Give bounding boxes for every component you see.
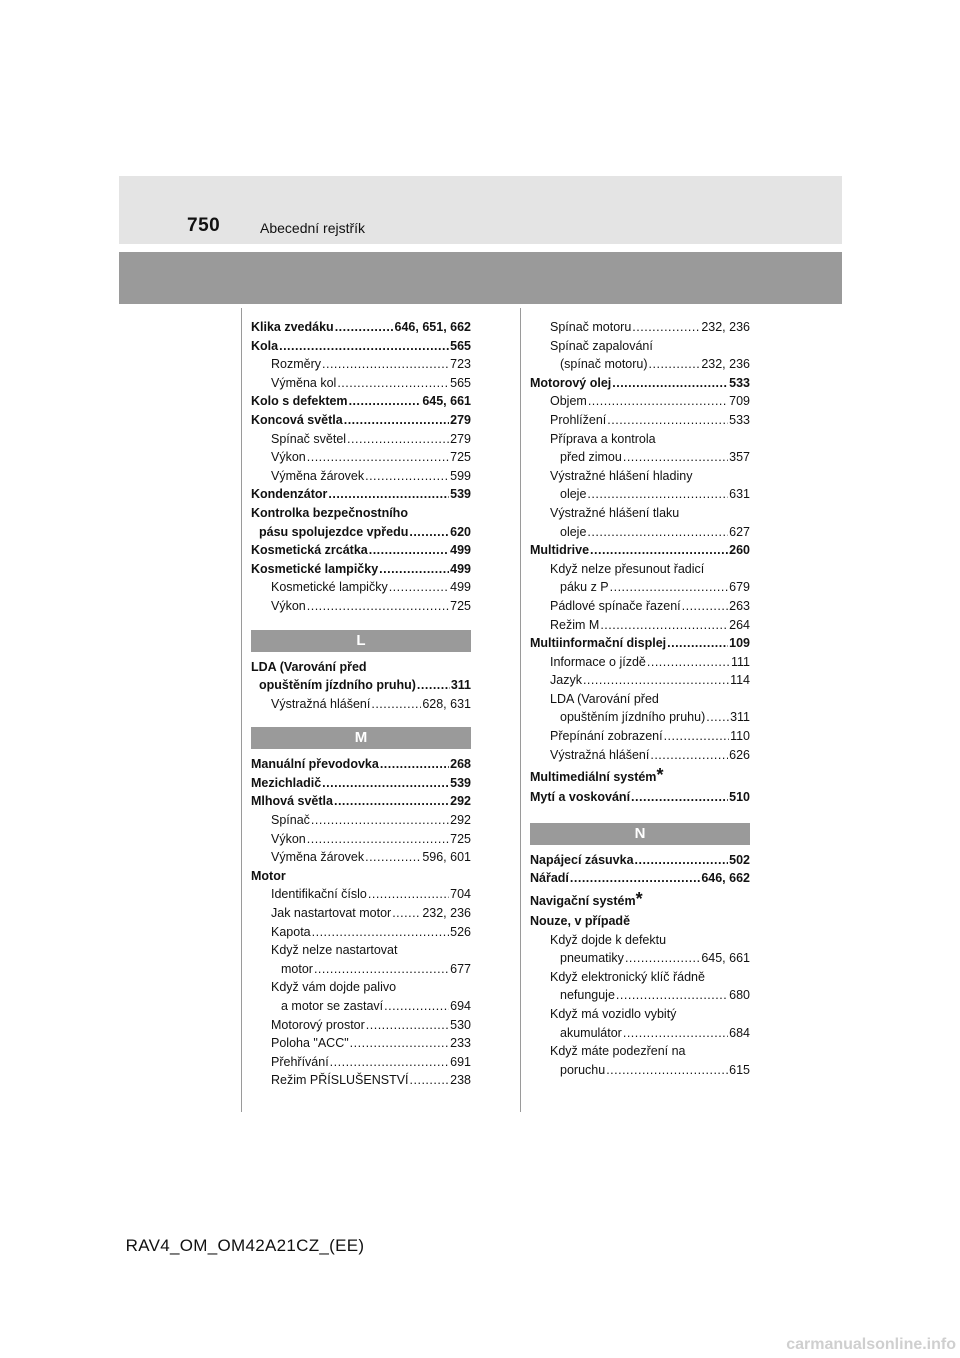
dot-leader [349, 392, 422, 411]
entry-page-numbers: 680 [729, 988, 750, 1003]
index-entry [251, 792, 471, 811]
dot-leader [610, 578, 729, 597]
dot-leader [632, 318, 700, 337]
index-entry [251, 774, 471, 793]
dot-leader [322, 355, 449, 374]
entry-page-numbers: 725 [450, 598, 471, 613]
entry-term: Výkon [271, 598, 306, 613]
entry-term: Když vám dojde palivo [271, 980, 397, 995]
entry-page-numbers: 679 [729, 580, 750, 595]
index-subentry [530, 411, 750, 430]
index-subentry [530, 1024, 750, 1043]
dot-leader [368, 885, 449, 904]
index-subentry [530, 430, 750, 449]
entry-page-numbers: 691 [450, 1054, 471, 1069]
index-subentry [251, 448, 471, 467]
entry-term: Motor [251, 868, 286, 883]
entry-term: před zimou [560, 450, 622, 465]
index-subentry [251, 904, 471, 923]
dot-leader [334, 792, 449, 811]
dot-leader [307, 830, 449, 849]
index-subentry [251, 578, 471, 597]
entry-term: Mezichladič [251, 775, 322, 790]
index-entry [251, 658, 471, 677]
index-subentry [530, 671, 750, 690]
index-subentry [251, 997, 471, 1016]
index-subentry [530, 355, 750, 374]
index-subentry [251, 374, 471, 393]
entry-term: Jak nastartovat motor [271, 906, 392, 921]
entry-term: opuštěním jízdního pruhu) [259, 678, 416, 693]
entry-term: Kosmetické lampičky [251, 561, 379, 576]
dot-leader [365, 848, 421, 867]
entry-term: Režim PŘÍSLUŠENSTVÍ [271, 1073, 409, 1088]
entry-term: Spínač světel [271, 431, 347, 446]
entry-term: poruchu [560, 1062, 606, 1077]
entry-term: Přepínání zobrazení [550, 729, 663, 744]
index-subentry [530, 467, 750, 486]
index-subentry [530, 560, 750, 579]
entry-term: LDA (Varování před [550, 691, 659, 706]
entry-term: Nouze, v případě [530, 914, 631, 929]
watermark: carmanualsonline.info [786, 1336, 956, 1353]
entry-term: Když nelze přesunout řadicí [550, 561, 705, 576]
entry-term: a motor se zastaví [281, 999, 384, 1013]
index-subentry [530, 1005, 750, 1024]
entry-term: nefunguje [560, 988, 615, 1003]
entry-page-numbers: 533 [729, 375, 750, 390]
dot-leader [314, 960, 449, 979]
dot-leader [330, 1053, 449, 1072]
entry-term: Kola [251, 338, 279, 353]
entry-page-numbers: 232, 236 [701, 357, 750, 372]
index-subentry [530, 448, 750, 467]
dot-leader [625, 949, 700, 968]
entry-term: Nářadí [530, 871, 569, 886]
entry-page-numbers: 694 [450, 999, 471, 1013]
entry-page-numbers: 268 [450, 757, 471, 772]
entry-term: Když elektronický klíč řádně [550, 969, 705, 984]
entry-term: Výkon [271, 450, 306, 465]
entry-page-numbers: 114 [730, 673, 750, 688]
index-subentry [530, 653, 750, 672]
entry-page-numbers: 238 [450, 1073, 471, 1088]
index-entry [530, 912, 750, 931]
index-subentry [530, 597, 750, 616]
index-subentry [251, 1034, 471, 1053]
dot-leader [650, 746, 728, 765]
entry-term: Pádlové spínače řazení [550, 598, 681, 613]
entry-term: Výměna žárovek [271, 850, 365, 865]
entry-page-numbers: 510 [729, 790, 750, 805]
dot-leader [606, 1061, 728, 1080]
entry-term: Multimediální systém [530, 770, 657, 785]
dot-leader [623, 1024, 728, 1043]
spacer [530, 807, 750, 823]
dot-leader [344, 411, 449, 430]
entry-term: Manuální převodovka [251, 757, 379, 772]
entry-page-numbers: 646, 662 [701, 871, 750, 886]
entry-term: Když nelze nastartovat [271, 943, 398, 958]
entry-term: pásu spolujezdce vpředu [259, 524, 409, 539]
entry-page-numbers: 684 [729, 1025, 750, 1040]
dot-leader [616, 986, 728, 1005]
entry-term: Identifikační číslo [271, 887, 367, 902]
header-bar [119, 252, 842, 304]
entry-page-numbers: 260 [729, 543, 750, 558]
entry-term: oleje [560, 524, 587, 539]
entry-term: Napájecí zásuvka [530, 852, 634, 867]
spacer [251, 616, 471, 630]
letter-heading: N [530, 823, 750, 845]
dot-leader [379, 560, 449, 579]
entry-term: Kondenzátor [251, 487, 328, 502]
entry-term: Výkon [271, 831, 306, 846]
index-subentry [530, 337, 750, 356]
index-subentry [530, 708, 750, 727]
entry-page-numbers: 526 [450, 924, 471, 939]
index-entry [251, 485, 471, 504]
dot-leader [587, 523, 728, 542]
index-subentry [530, 931, 750, 950]
index-subentry [530, 485, 750, 504]
dot-leader [335, 318, 394, 337]
entry-page-numbers: 615 [729, 1062, 750, 1077]
entry-page-numbers: 110 [730, 729, 750, 744]
entry-term: Přehřívání [271, 1054, 329, 1069]
entry-term: oleje [560, 487, 587, 502]
page-number: 750 [187, 215, 221, 236]
entry-term: Koncová světla [251, 412, 343, 427]
entry-page-numbers: 502 [729, 852, 750, 867]
entry-page-numbers: 725 [450, 450, 471, 465]
dot-leader [682, 597, 729, 616]
dot-leader [607, 411, 728, 430]
column-divider-left [241, 308, 242, 1112]
index-subentry [251, 978, 471, 997]
dot-leader [631, 788, 728, 807]
dot-leader [649, 355, 701, 374]
index-subentry [251, 923, 471, 942]
dot-leader [612, 374, 728, 393]
spacer [251, 713, 471, 727]
entry-term: Příprava a kontrola [550, 431, 656, 446]
index-subentry [530, 318, 750, 337]
dot-leader [570, 869, 700, 888]
section-title: Abecední rejstřík [260, 220, 366, 236]
entry-term: Navigační systém [530, 894, 636, 909]
dot-leader [389, 578, 449, 597]
index-entry [251, 560, 471, 579]
entry-term: Poloha "ACC" [271, 1036, 349, 1051]
index-entry [251, 318, 471, 337]
index-subentry [251, 695, 471, 714]
entry-page-numbers: 677 [450, 961, 471, 976]
index-subentry [530, 616, 750, 635]
entry-term: Mlhová světla [251, 794, 333, 809]
dot-leader [600, 616, 728, 635]
entry-page-numbers: 279 [450, 412, 471, 427]
entry-page-numbers: 709 [729, 394, 750, 409]
dot-leader [588, 392, 728, 411]
dot-leader [590, 541, 728, 560]
dot-leader [647, 653, 730, 672]
dot-leader [392, 904, 421, 923]
index-entry [530, 788, 750, 807]
index-subentry [530, 523, 750, 542]
index-entry [530, 541, 750, 560]
entry-page-numbers: 263 [729, 598, 750, 613]
entry-page-numbers: 631 [729, 487, 750, 502]
dot-leader [635, 851, 729, 870]
index-subentry [530, 504, 750, 523]
index-subentry [530, 968, 750, 987]
top-band [119, 176, 842, 244]
index-subentry [530, 746, 750, 765]
entry-page-numbers: 723 [450, 357, 471, 372]
entry-page-numbers: 264 [729, 617, 750, 632]
entry-page-numbers: 232, 236 [701, 320, 750, 334]
dot-leader [337, 374, 449, 393]
entry-term: Prohlížení [550, 412, 607, 427]
index-entry [251, 337, 471, 356]
entry-page-numbers: 539 [450, 487, 471, 502]
entry-term: (spínač motoru) [560, 357, 648, 372]
index-subentry [530, 578, 750, 597]
dot-leader [350, 1034, 449, 1053]
index-subentry [530, 1061, 750, 1080]
dot-leader [311, 811, 449, 830]
index-entry [251, 676, 471, 695]
index-subentry [251, 355, 471, 374]
dot-leader [347, 430, 449, 449]
index-subentry [530, 1042, 750, 1061]
letter-heading: L [251, 630, 471, 652]
dot-leader [322, 774, 449, 793]
entry-page-numbers: 279 [450, 431, 471, 446]
dot-leader [667, 634, 728, 653]
entry-term: Spínač [271, 813, 310, 828]
entry-page-numbers: 620 [450, 524, 471, 539]
entry-page-numbers: 626 [729, 747, 750, 762]
dot-leader [664, 727, 729, 746]
entry-page-numbers: 645, 661 [701, 951, 750, 966]
index-entry [251, 411, 471, 430]
entry-page-numbers: 292 [450, 813, 471, 828]
entry-term: akumulátor [560, 1025, 622, 1040]
index-column-right [530, 318, 750, 1079]
entry-term: Výstražné hlášení tlaku [550, 505, 680, 520]
entry-page-numbers: 357 [729, 450, 750, 465]
entry-term: Režim M [550, 617, 600, 632]
dot-leader [365, 467, 449, 486]
index-entry: Multimediální systém * [530, 764, 750, 788]
dot-leader [409, 523, 449, 542]
entry-page-numbers: 539 [450, 775, 471, 790]
entry-page-numbers: 725 [450, 831, 471, 846]
entry-page-numbers: 530 [450, 1017, 471, 1032]
entry-page-numbers: 645, 661 [422, 394, 471, 409]
dot-leader [307, 448, 449, 467]
dot-leader [384, 997, 449, 1016]
dot-leader [380, 755, 449, 774]
entry-page-numbers: 565 [450, 375, 471, 390]
entry-term: LDA (Varování před [251, 659, 367, 674]
column-divider-right [520, 308, 521, 1112]
entry-page-numbers: 232, 236 [422, 906, 471, 921]
index-subentry [530, 690, 750, 709]
entry-page-numbers: 499 [450, 543, 471, 558]
entry-term: Motorový olej [530, 375, 612, 390]
index-entry [251, 755, 471, 774]
entry-term: Když dojde k defektu [550, 932, 667, 947]
dot-leader [366, 1016, 449, 1035]
entry-term: Výstražná hlášení [550, 747, 650, 762]
entry-term: Klika zvedáku [251, 320, 334, 334]
entry-page-numbers: 311 [450, 678, 471, 693]
index-subentry [251, 1053, 471, 1072]
entry-term: Jazyk [550, 673, 582, 688]
entry-term: Motorový prostor [271, 1017, 365, 1032]
dot-leader [279, 337, 449, 356]
index-subentry [530, 949, 750, 968]
index-subentry [251, 941, 471, 960]
entry-term: pneumatiky [560, 951, 624, 966]
dot-leader [410, 1071, 450, 1090]
entry-page-numbers: 109 [729, 636, 750, 651]
index-subentry [251, 830, 471, 849]
entry-term: motor [281, 961, 313, 976]
entry-term: Mytí a voskování [530, 790, 631, 805]
entry-page-numbers: 596, 601 [422, 850, 471, 865]
index-subentry [530, 727, 750, 746]
entry-page-numbers: 627 [729, 524, 750, 539]
index-entry [530, 869, 750, 888]
entry-page-numbers: 533 [729, 412, 750, 427]
index-entry [530, 851, 750, 870]
dot-leader [328, 485, 449, 504]
entry-page-numbers: 499 [450, 561, 471, 576]
entry-term: Spínač zapalování [550, 338, 653, 353]
index-subentry [251, 960, 471, 979]
dot-leader [312, 923, 450, 942]
entry-term: Informace o jízdě [550, 654, 646, 669]
dot-leader [417, 676, 450, 695]
index-subentry [251, 1071, 471, 1090]
index-entry [530, 634, 750, 653]
index-subentry [530, 986, 750, 1005]
dot-leader [369, 541, 449, 560]
entry-term: Objem [550, 394, 587, 409]
footer-document-code: RAV4_OM_OM42A21CZ_(EE) [125, 1236, 365, 1255]
entry-term: páku z P [560, 580, 609, 595]
entry-page-numbers: 704 [450, 887, 471, 902]
index-subentry [251, 467, 471, 486]
entry-term: Spínač motoru [550, 320, 632, 334]
index-subentry [251, 848, 471, 867]
entry-page-numbers: 646, 651, 662 [394, 320, 471, 334]
entry-term: Když máte podezření na [550, 1044, 686, 1059]
entry-term: Když má vozidlo vybitý [550, 1007, 677, 1021]
index-entry [251, 392, 471, 411]
index-subentry [530, 392, 750, 411]
entry-term: Výměna žárovek [271, 468, 365, 483]
entry-term: Kosmetické lampičky [271, 580, 388, 595]
entry-term: Kolo s defektem [251, 394, 348, 409]
dot-leader [583, 671, 729, 690]
index-subentry [251, 430, 471, 449]
entry-term: Multiinformační displej [530, 636, 667, 651]
index-column-left [251, 318, 471, 1090]
dot-leader [307, 597, 449, 616]
entry-term: Kapota [271, 924, 311, 939]
index-entry [251, 523, 471, 542]
entry-term: Rozměry [271, 357, 322, 372]
index-entry [251, 504, 471, 523]
entry-term: Multidrive [530, 543, 590, 558]
index-entry: Navigační systém * [530, 888, 750, 912]
entry-page-numbers: 599 [450, 468, 471, 483]
index-subentry [251, 1016, 471, 1035]
index-subentry [251, 885, 471, 904]
index-entry [251, 541, 471, 560]
index-subentry [251, 597, 471, 616]
index-subentry [251, 811, 471, 830]
entry-page-numbers: 233 [450, 1036, 471, 1051]
entry-term: Výstražné hlášení hladiny [550, 468, 693, 483]
dot-leader [587, 485, 728, 504]
entry-term: Kosmetická zrcátka [251, 543, 368, 558]
entry-term: opuštěním jízdního pruhu) [560, 710, 706, 725]
entry-term: Kontrolka bezpečnostního [251, 505, 408, 520]
dot-leader [623, 448, 728, 467]
index-entry [251, 867, 471, 886]
entry-page-numbers: 499 [450, 580, 471, 595]
entry-page-numbers: 292 [450, 794, 471, 809]
entry-page-numbers: 628, 631 [422, 696, 471, 711]
entry-page-numbers: 565 [450, 338, 471, 353]
entry-term: Výstražná hlášení [271, 696, 371, 711]
entry-term: Výměna kol [271, 375, 337, 390]
index-entry [530, 374, 750, 393]
letter-heading: M [251, 727, 471, 749]
entry-page-numbers: 111 [730, 654, 750, 669]
dot-leader [371, 695, 421, 714]
entry-page-numbers: 311 [730, 710, 750, 725]
dot-leader [706, 708, 729, 727]
